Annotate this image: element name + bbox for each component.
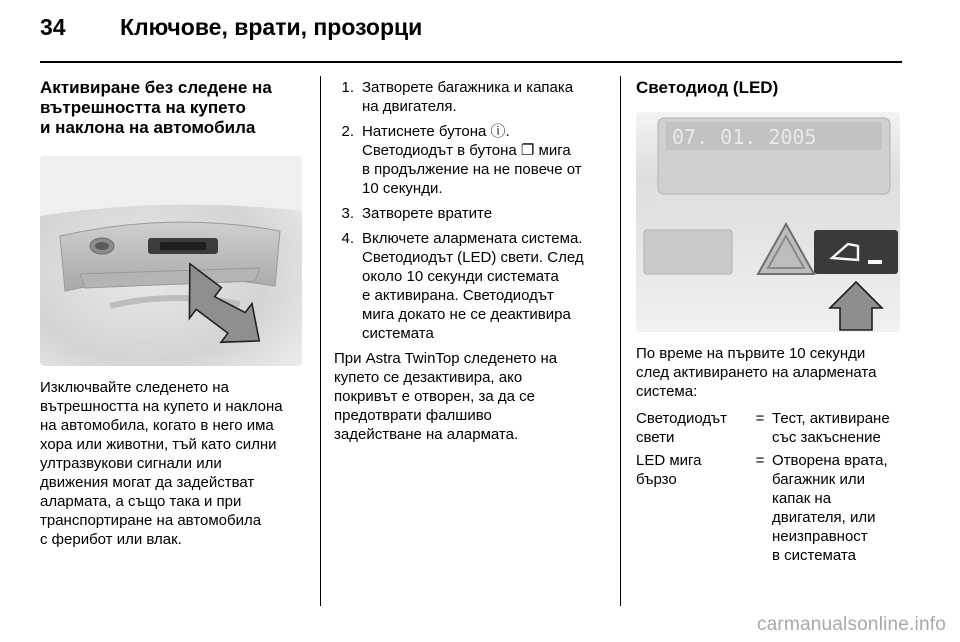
desc-line: Отворена врата, [772, 452, 888, 469]
desc-line: багажник или [772, 471, 866, 488]
watermark: carmanualsonline.info [756, 614, 946, 635]
equals-sign: = [755, 410, 765, 427]
steps-list [334, 78, 606, 343]
desc-line: двигателя, или [772, 509, 876, 526]
column-3 [636, 78, 902, 569]
page-header [40, 14, 422, 54]
text-line: с ферибот или влак. [40, 531, 182, 548]
led-indicator [868, 260, 882, 264]
step-line: 10 секунди. [362, 180, 443, 197]
column-divider-1 [320, 76, 321, 606]
dashboard-led-illustration [636, 112, 900, 332]
step-line: системата [362, 325, 434, 342]
page-title: Ключове, врати, прозорци [120, 14, 423, 40]
step-line: в продължение на не повече от [362, 161, 582, 178]
heading-line: и наклона на автомобила [40, 118, 256, 137]
step-item [334, 122, 606, 198]
step-number: 1. [341, 79, 354, 96]
twintop-note [334, 349, 606, 444]
text-line: система: [636, 383, 698, 400]
led-status-table [636, 409, 902, 565]
term-line: Светодиодът [636, 410, 728, 427]
dashboard-drawing [636, 112, 900, 332]
roof-console-drawing [40, 156, 302, 366]
step-item [334, 78, 606, 116]
text-line: движения могат да задействат [40, 474, 255, 491]
roof-console-illustration [40, 156, 302, 366]
monitoring-off-text [40, 378, 310, 549]
step-number: 4. [341, 230, 354, 247]
section-heading-led: Светодиод (LED) [636, 78, 779, 97]
step-line: мига докато не се деактивира [362, 306, 571, 323]
led-status-row [636, 451, 902, 565]
section-heading-monitoring-off [40, 78, 310, 138]
step-line: е активирана. Светодиодът [362, 287, 554, 304]
step-number: 2. [341, 123, 354, 140]
led-status-term [636, 451, 748, 565]
equals-sign: = [755, 452, 765, 469]
step-line: около 10 секунди системата [362, 268, 559, 285]
term-line: LED мига [636, 452, 702, 469]
column-1 [40, 78, 310, 549]
text-line: купето се дезактивира, ако [334, 369, 523, 386]
step-line: Светодиодът в бутона ❐ мига [362, 142, 571, 159]
step-text [362, 204, 492, 223]
desc-line: Тест, активиране [772, 410, 890, 427]
text-line: на автомобила, когато в него има [40, 417, 274, 434]
heading-line: вътрешността на купето [40, 98, 246, 117]
step-line: Затворете багажника и капака [362, 79, 574, 96]
clock-display-text: 07. 01. 2005 [672, 125, 817, 149]
text-line: ултразвукови сигнали или [40, 455, 222, 472]
text-line: задействане на алармата. [334, 426, 519, 443]
heading-line: Активиране без следене на [40, 78, 272, 97]
term-line: свети [636, 429, 675, 446]
text-line: покривът е отворен, за да се [334, 388, 535, 405]
led-status-description [772, 451, 900, 565]
text-line: транспортиране на автомобила [40, 512, 262, 529]
text-line: Изключвайте следенето на [40, 379, 229, 396]
text-line: вътрешността на купето и наклона [40, 398, 283, 415]
step-line: Натиснете бутона ⓘ. [362, 123, 510, 140]
step-line: на двигателя. [362, 98, 457, 115]
column-divider-2 [620, 76, 621, 606]
step-text [362, 122, 582, 198]
led-status-description [772, 409, 900, 447]
text-line: хора или животни, тъй като силни [40, 436, 277, 453]
term-line: бързо [636, 471, 677, 488]
step-line: Светодиодът (LED) свети. След [362, 249, 584, 266]
column-2 [334, 78, 606, 444]
text-line: след активирането на алармената [636, 364, 877, 381]
desc-line: неизправност [772, 528, 868, 545]
step-text [362, 229, 584, 343]
step-text [362, 78, 573, 116]
step-line: Затворете вратите [362, 205, 493, 222]
page-number: 34 [40, 14, 66, 40]
step-item [334, 204, 606, 223]
text-line: При Astra TwinTop следенето на [334, 350, 558, 367]
led-intro-text [636, 344, 902, 401]
text-line: алармата, а също така и при [40, 493, 242, 510]
step-number: 3. [341, 205, 354, 222]
step-item [334, 229, 606, 343]
text-line: предотврати фалшиво [334, 407, 492, 424]
led-status-term [636, 409, 748, 447]
desc-line: капак на [772, 490, 832, 507]
led-status-row [636, 409, 902, 447]
header-rule [40, 61, 902, 63]
desc-line: със закъснение [772, 429, 881, 446]
text-line: По време на първите 10 секунди [636, 345, 866, 362]
desc-line: в системата [772, 547, 856, 564]
step-line: Включете алармената система. [362, 230, 583, 247]
